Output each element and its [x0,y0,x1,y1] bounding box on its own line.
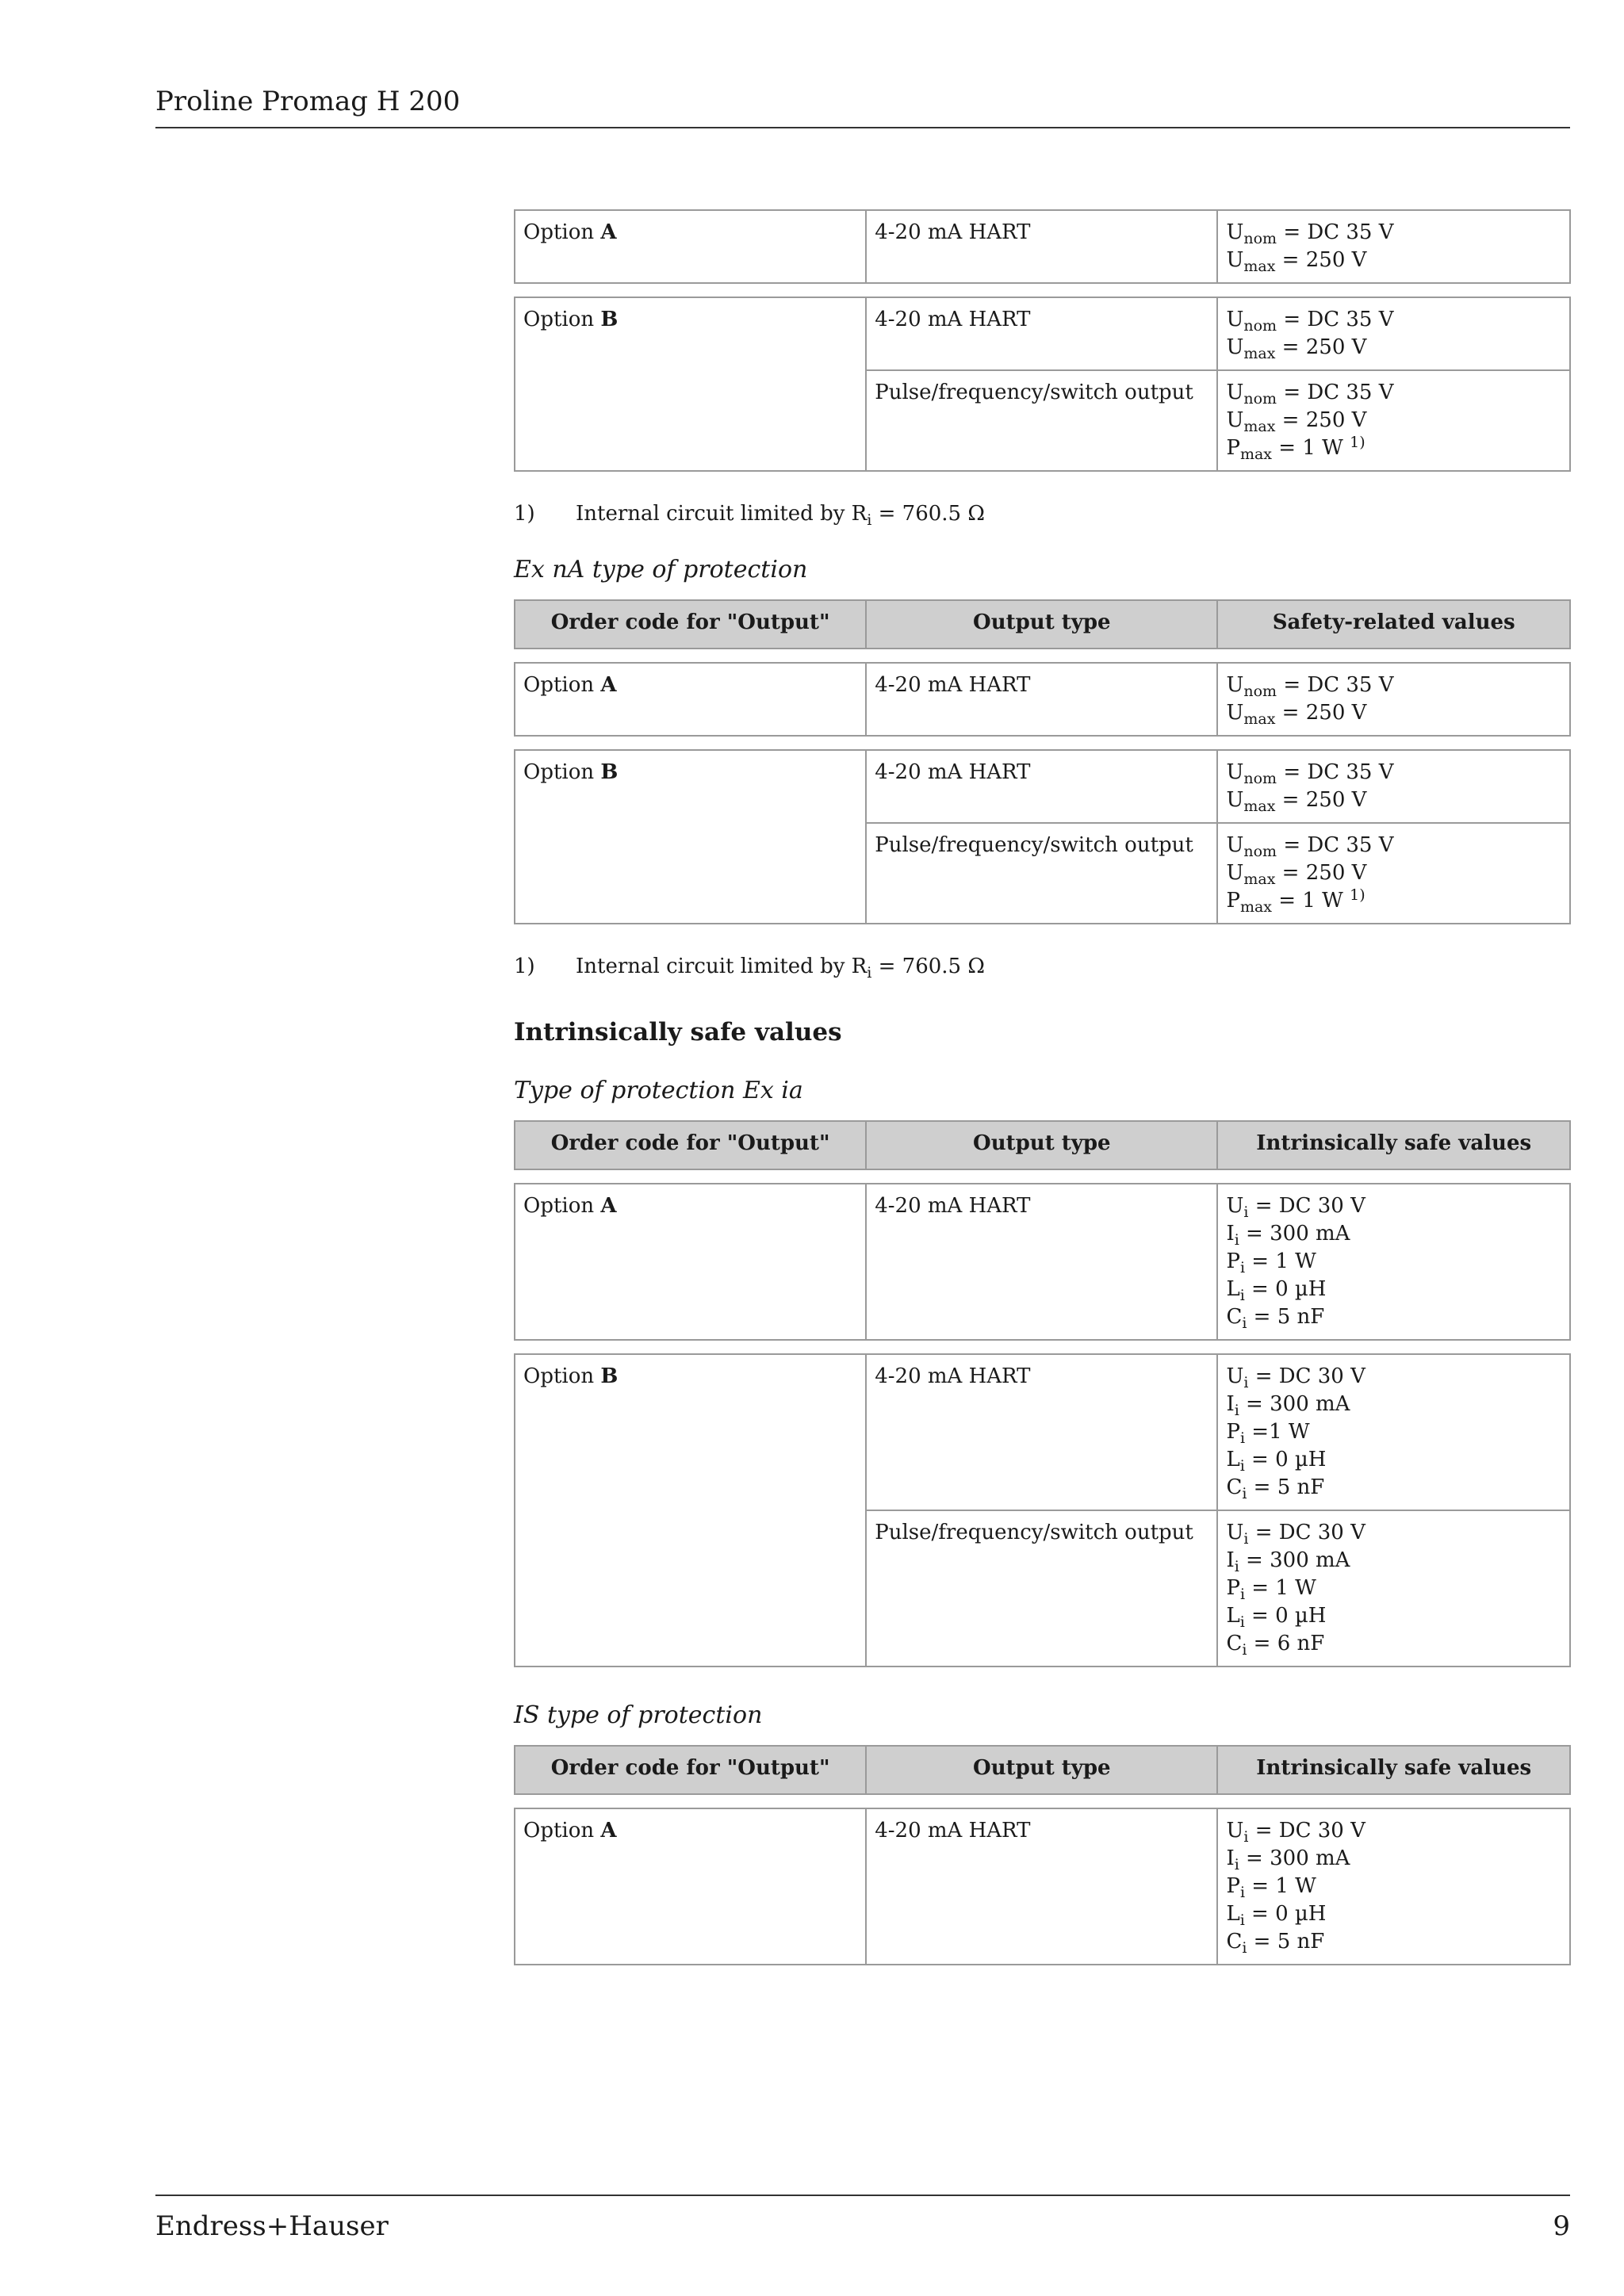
table-is-option-a [514,1808,1571,1965]
order-code-cell: Option A [515,1184,866,1340]
table-row [515,750,1570,823]
values-cell: $U_i$ = DC 30 V $I_i = 300$ mA $P_i =1$ W $L_i = 0$ µH $C_i = 5$ nF [1217,1354,1570,1510]
column-header-order-code: Order code for "Output" [515,1121,866,1169]
table-header-ex-ia [514,1120,1571,1170]
output-type-cell: 4-20 mA HART [866,1354,1217,1510]
table-continued-option-b [514,297,1571,472]
output-type-cell: 4-20 mA HART [866,663,1217,736]
values-cell: $U_i$ = DC 30 V $I_i = 300$ mA $P_i = 1$ W $L_i = 0$ µH $C_i = 5$ nF [1217,1808,1570,1965]
values-cell: $U_{nom}$ = DC 35 V $U_{max} = 250$ V [1217,663,1570,736]
header-divider [155,127,1570,128]
table-ex-na-option-b [514,749,1571,924]
table-caption-ex-ia: Type of protection Ex ia [514,1077,803,1104]
table-row [515,663,1570,736]
values-cell: $U_{nom}$ = DC 35 V $U_{max} = 250$ V $P_{max} = 1$ W $^{1)}$ [1217,370,1570,471]
table-header-is [514,1745,1571,1795]
table-caption-is: IS type of protection [514,1701,763,1729]
table-row [515,1354,1570,1510]
table-ex-ia-option-a [514,1183,1571,1341]
output-type-cell: 4-20 mA HART [866,1184,1217,1340]
values-cell: $U_{nom}$ = DC 35 V $U_{max} = 250$ V [1217,750,1570,823]
table-row [515,297,1570,370]
output-type-cell: Pulse/frequency/switch output [866,1510,1217,1667]
order-code-cell: Option A [515,663,866,736]
order-code-cell: Option A [515,1808,866,1965]
table-ex-na-option-a [514,662,1571,737]
values-cell: $U_{nom}$ = DC 35 V $U_{max} = 250$ V [1217,210,1570,283]
table-row [515,1808,1570,1965]
footnote: 1) Internal circuit limited by $R_i = 760.5$ Ω [514,955,985,982]
order-code-cell: Option B [515,297,866,471]
output-type-cell: Pulse/frequency/switch output [866,823,1217,924]
column-header-output-type: Output type [866,600,1217,649]
table-caption-ex-na: Ex nA type of protection [514,556,808,584]
column-header-order-code: Order code for "Output" [515,1746,866,1794]
column-header-order-code: Order code for "Output" [515,600,866,649]
footer-brand: Endress+Hauser [155,2210,389,2242]
values-cell: $U_{nom}$ = DC 35 V $U_{max} = 250$ V $P_{max} = 1$ W $^{1)}$ [1217,823,1570,924]
document-content [514,209,1571,1965]
table-row [515,1184,1570,1340]
values-cell: $U_i$ = DC 30 V $I_i = 300$ mA $P_i = 1$ W $L_i = 0$ µH $C_i = 6$ nF [1217,1510,1570,1667]
output-type-cell: 4-20 mA HART [866,297,1217,370]
output-type-cell: 4-20 mA HART [866,210,1217,283]
column-header-values: Intrinsically safe values [1217,1121,1570,1169]
values-cell: $U_{nom}$ = DC 35 V $U_{max} = 250$ V [1217,297,1570,370]
order-code-cell: Option B [515,750,866,924]
page-number: 9 [1553,2210,1570,2242]
column-header-values: Safety-related values [1217,600,1570,649]
page-header-title: Proline Promag H 200 [155,86,461,117]
table-row [515,210,1570,283]
footnote: 1) Internal circuit limited by $R_i = 760.5$ Ω [514,502,985,529]
order-code-cell: Option B [515,1354,866,1667]
column-header-output-type: Output type [866,1746,1217,1794]
output-type-cell: 4-20 mA HART [866,1808,1217,1965]
table-continued-option-a [514,209,1571,284]
section-heading-intrinsically-safe: Intrinsically safe values [514,1018,842,1047]
column-header-output-type: Output type [866,1121,1217,1169]
output-type-cell: Pulse/frequency/switch output [866,370,1217,471]
output-type-cell: 4-20 mA HART [866,750,1217,823]
values-cell: $U_i$ = DC 30 V $I_i = 300$ mA $P_i = 1$ W $L_i = 0$ µH $C_i = 5$ nF [1217,1184,1570,1340]
table-ex-ia-option-b [514,1353,1571,1667]
footer-divider [155,2195,1570,2196]
table-header-ex-na [514,599,1571,649]
column-header-values: Intrinsically safe values [1217,1746,1570,1794]
order-code-cell: Option A [515,210,866,283]
